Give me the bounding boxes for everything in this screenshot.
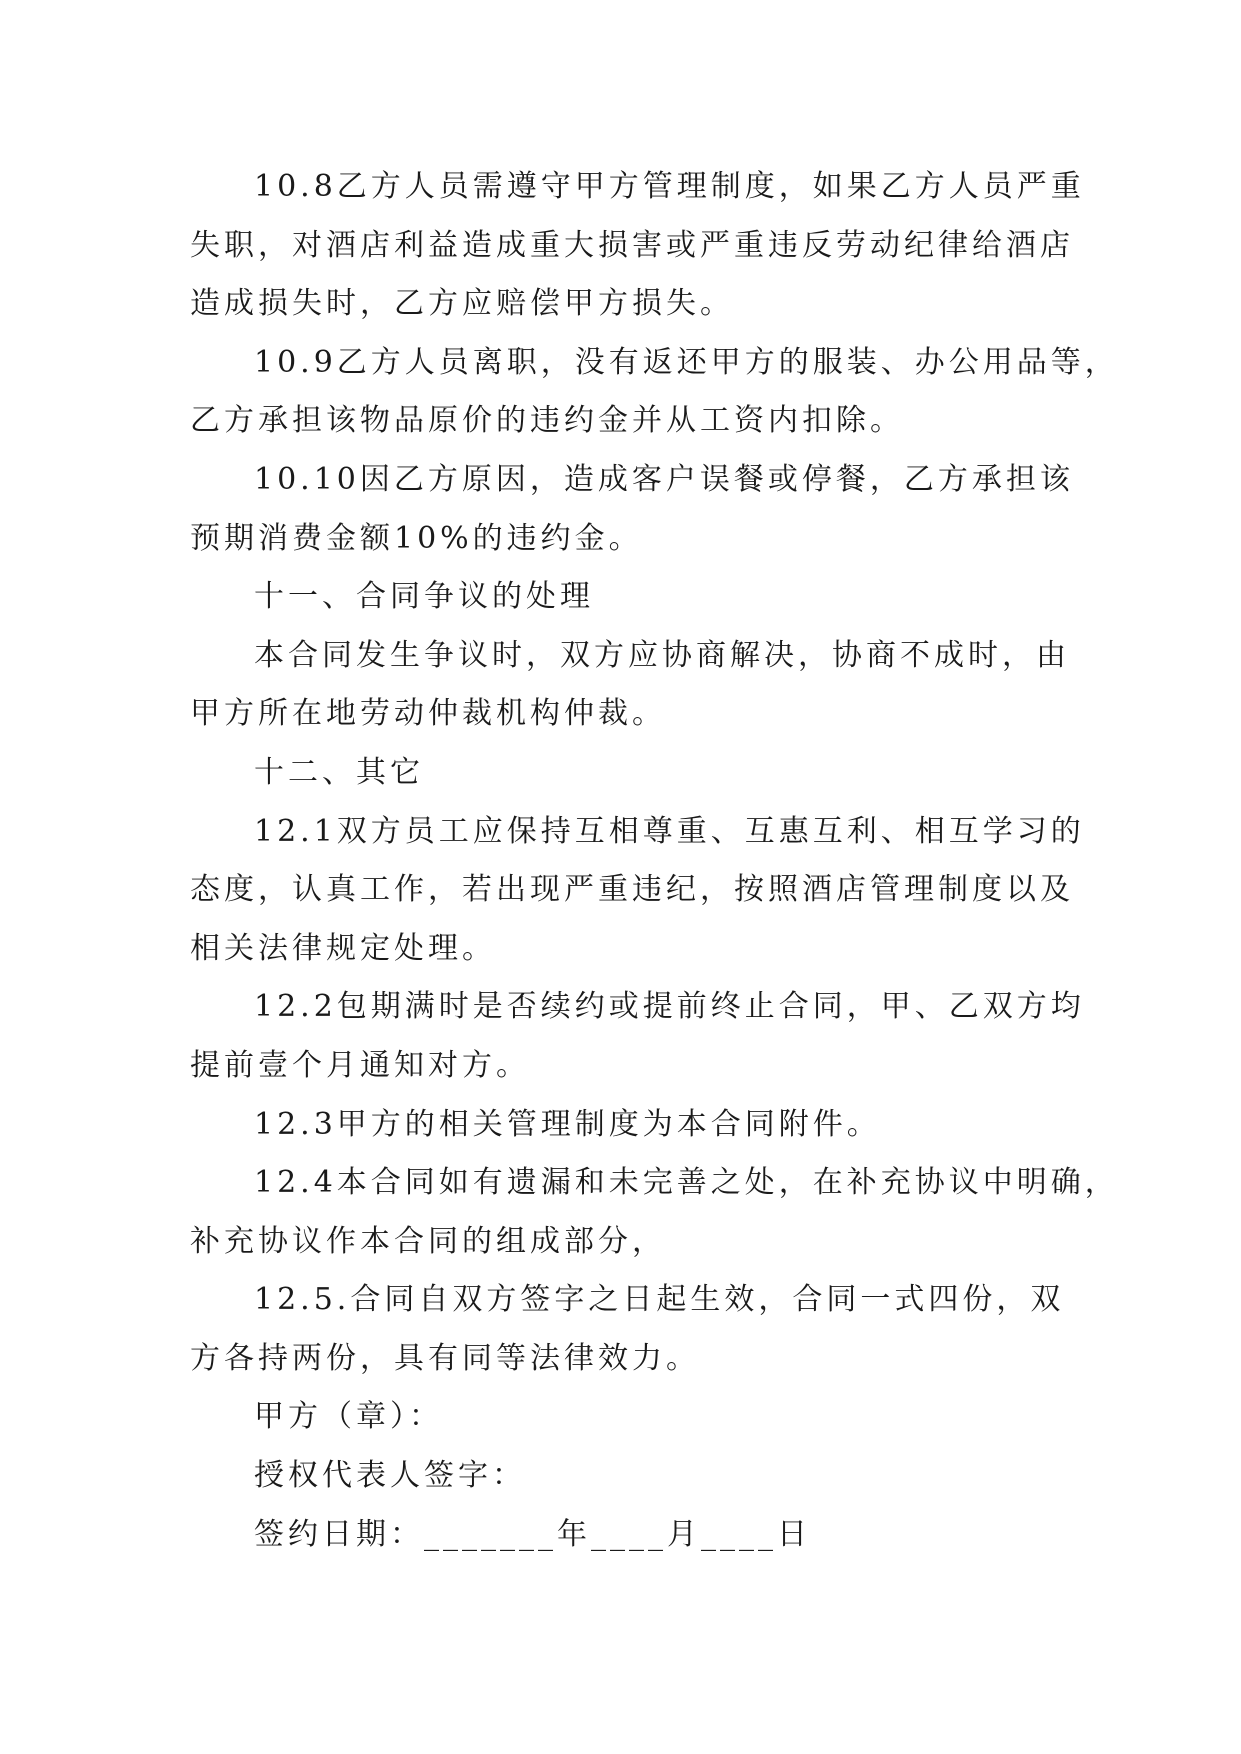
authorized-signature-label: 授权代表人签字：: [254, 1458, 526, 1494]
text-line: 12.5.合同自双方签字之日起生效，合同一式四份，双: [254, 1282, 1065, 1318]
text-line: 失职，对酒店利益造成重大损害或严重违反劳动纪律给酒店: [190, 227, 1074, 263]
text-line: 12.3甲方的相关管理制度为本合同附件。: [254, 1106, 881, 1142]
text-line: 12.1双方员工应保持互相尊重、互惠互利、相互学习的: [254, 813, 1085, 849]
text-line: 提前壹个月通知对方。: [190, 1047, 530, 1083]
text-line: 甲方所在地劳动仲裁机构仲裁。: [190, 696, 666, 732]
document-body: [190, 158, 1119, 1564]
text-line: 12.4本合同如有遗漏和未完善之处，在补充协议中明确，: [254, 1165, 1119, 1201]
text-line: 10.8乙方人员需遵守甲方管理制度，如果乙方人员严重: [254, 169, 1085, 204]
text-line: 补充协议作本合同的组成部分，: [190, 1223, 666, 1259]
text-line: 预期消费金额10%的违约金。: [190, 520, 643, 556]
signing-date-label: 签约日期：_______年____月____日: [254, 1516, 811, 1552]
text-line: 10.9乙方人员离职，没有返还甲方的服装、办公用品等，: [254, 344, 1119, 380]
party-a-seal-label: 甲方（章）：: [254, 1399, 443, 1435]
section-heading: 十一、合同争议的处理: [254, 579, 594, 615]
text-line: 本合同发生争议时，双方应协商解决，协商不成时，由: [254, 637, 1070, 673]
text-line: 造成损失时，乙方应赔偿甲方损失。: [190, 286, 734, 322]
text-line: 方各持两份，具有同等法律效力。: [190, 1340, 700, 1376]
text-line: 态度，认真工作，若出现严重违纪，按照酒店管理制度以及: [190, 872, 1074, 908]
text-line: 12.2包期满时是否续约或提前终止合同，甲、乙双方均: [254, 989, 1085, 1025]
section-heading: 十二、其它: [254, 754, 424, 790]
text-line: 10.10因乙方原因，造成客户误餐或停餐，乙方承担该: [254, 461, 1074, 497]
text-line: 相关法律规定处理。: [190, 930, 496, 966]
text-line: 乙方承担该物品原价的违约金并从工资内扣除。: [190, 403, 904, 439]
